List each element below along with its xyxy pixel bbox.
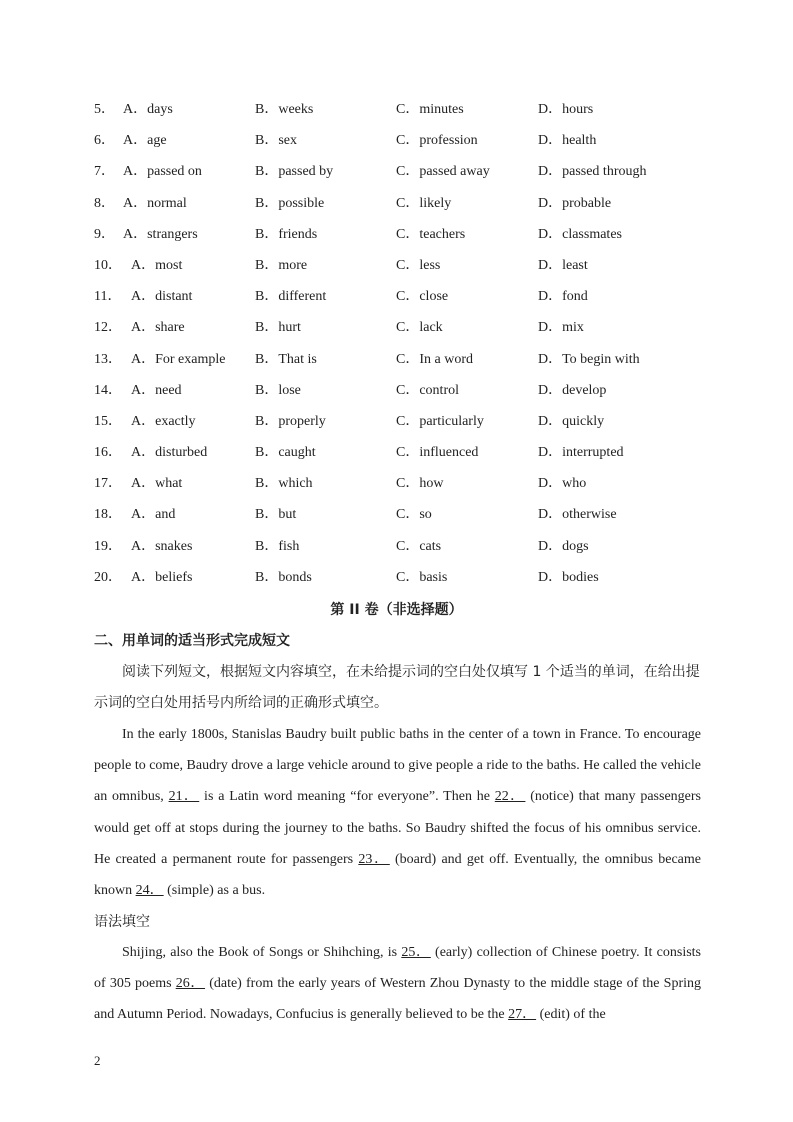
question-number: 19． [94,538,122,554]
question-number: 14． [94,382,122,398]
option-d: D．interrupted [538,445,624,461]
question-row [0,160,793,191]
option-c: C．cats [396,538,442,554]
option-a: A．For example [131,351,226,367]
question-row [0,223,793,254]
option-b: B．fish [255,538,300,554]
option-b: B．caught [255,445,316,461]
page-number: 2 [94,1053,101,1068]
option-c: C．so [396,507,432,523]
option-b: B．weeks [255,102,314,117]
option-d: D．probable [538,195,612,211]
question-row [0,535,793,566]
option-a: A．what [131,476,183,492]
option-c: C．basis [396,569,448,585]
option-b: B．That is [255,351,317,367]
question-number: 9． [94,226,115,242]
option-c: C．close [396,289,449,305]
option-d: D．hours [538,102,594,117]
option-a: A．strangers [123,226,198,242]
option-a: A．exactly [131,413,196,429]
option-c: C．teachers [396,226,466,242]
question-row [0,379,793,410]
question-number: 15． [94,413,122,429]
option-c: C．minutes [396,102,464,117]
option-b: B．different [255,289,327,305]
option-a: A．beliefs [131,569,193,585]
question-number: 12． [94,320,122,336]
option-d: D．To begin with [538,351,640,367]
question-number: 18． [94,507,122,523]
passage-text: In the early 1800s, Stanislas Baudry built public baths in the center of a town in France. To encourage people to come, Baudry drove a large vehicle around to give people a ride to the baths. He called the vehicle an omnibus, [94,727,701,805]
question-number: 13． [94,351,122,367]
option-c: C．likely [396,195,452,211]
option-a: A．disturbed [131,445,208,461]
section-heading: 二、用单词的适当形式完成短文 [94,633,290,649]
sub-heading: 语法填空 [94,914,150,930]
option-d: D．dogs [538,538,589,554]
option-c: C．how [396,476,444,492]
option-b: B．bonds [255,569,312,585]
question-number: 5． [94,102,115,117]
option-b: B．more [255,257,308,273]
option-a: A．need [131,382,182,398]
option-b: B．hurt [255,320,301,336]
option-b: B．but [255,507,297,523]
option-c: C．lack [396,320,443,336]
option-a: A．most [131,257,183,273]
question-row [0,316,793,347]
option-b: B．properly [255,413,326,429]
question-row [0,441,793,472]
option-a: A．and [131,507,176,523]
option-b: B．friends [255,226,318,242]
option-c: C．less [396,257,441,273]
option-d: D．quickly [538,413,605,429]
question-row [0,410,793,441]
option-list [0,98,793,597]
option-a: A．passed on [123,164,202,180]
option-d: D．classmates [538,226,622,242]
passage-shijing [94,937,701,1031]
blank-27: 27． [508,1007,537,1023]
passage-text: (date) from the early years of Western Zhou Dynasty to the middle stage of the Spring and Autumn Period. Nowadays, Confucius is generally believed to be the [94,976,701,1023]
option-a: A．snakes [131,538,193,554]
option-c: C．particularly [396,413,484,429]
question-number: 17． [94,476,122,492]
instruction-text: 阅读下列短文，根据短文内容填空，在未给提示词的空白处仅填写 1 个适当的单词，在给出提示词的空白处用括号内所给词的正确形式填空。 [94,664,700,712]
passage-text: (board) and get off. Eventually, the omnibus became known [94,851,701,899]
option-a: A．normal [123,195,187,211]
passage-text: (simple) as a bus. [163,883,266,899]
question-row [0,285,793,316]
option-d: D．bodies [538,569,599,585]
option-c: C．control [396,382,459,398]
question-row [0,98,793,129]
option-d: D．passed through [538,164,647,180]
passage-text: Shijing, also the Book of Songs or Shihching, is [122,945,402,960]
part-title: 第 II 卷（非选择题） [330,602,463,618]
option-c: C．In a word [396,351,473,367]
option-b: B．which [255,476,313,492]
question-number: 11． [94,289,122,305]
option-d: D．health [538,133,597,149]
passage-text: (edit) of the [536,1007,606,1023]
blank-24: 24． [135,883,164,899]
passage-text: (notice) that many passengers would get off at stops during the journey to the baths. So Baudry shifted the focus of his omnibus service. He created a permanent route for passengers [94,789,701,867]
option-d: D．fond [538,289,588,305]
question-row [0,472,793,503]
blank-25: 25． [401,945,431,960]
option-a: A．share [131,320,185,336]
option-b: B．lose [255,382,301,398]
question-row [0,503,793,534]
passage-text: is a Latin word meaning “for everyone”. Then he [199,789,495,805]
option-d: D．mix [538,320,584,336]
question-number: 7． [94,164,115,180]
option-a: A．days [123,102,173,117]
option-b: B．sex [255,133,297,149]
blank-22: 22． [494,789,526,805]
option-a: A．age [123,133,167,149]
option-b: B．passed by [255,164,334,180]
question-row [0,348,793,379]
option-d: D．who [538,476,587,492]
question-number: 8． [94,195,115,211]
option-c: C．passed away [396,164,490,180]
question-number: 6． [94,133,115,149]
option-a: A．distant [131,289,193,305]
question-number: 10． [94,257,122,273]
blank-21: 21． [168,789,200,805]
blank-23: 23． [358,851,390,867]
option-d: D．develop [538,382,607,398]
blank-26: 26． [175,976,206,992]
question-number: 16． [94,445,122,461]
option-c: C．profession [396,133,478,149]
question-row [0,566,793,597]
question-row [0,192,793,223]
question-row [0,254,793,285]
option-d: D．otherwise [538,507,617,523]
question-row [0,129,793,160]
option-c: C．influenced [396,445,479,461]
question-number: 20． [94,569,122,585]
passage-omnibus [94,719,701,906]
passage-text: (early) collection of Chinese poetry. It consists of 305 poems [94,945,702,992]
option-d: D．least [538,257,588,273]
option-b: B．possible [255,195,325,211]
